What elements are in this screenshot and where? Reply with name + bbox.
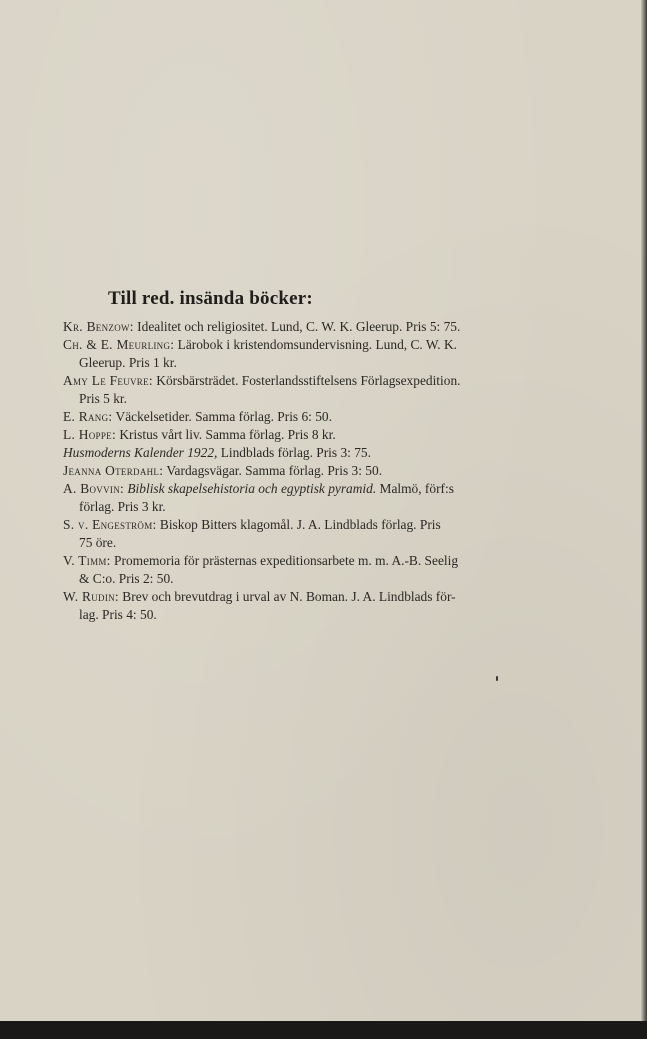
- list-item: [63, 444, 563, 462]
- list-item: [63, 318, 563, 336]
- list-item: [63, 462, 563, 480]
- entry-continuation: Gleerup. Pris 1 kr.: [79, 355, 177, 370]
- received-books-list: [63, 318, 563, 624]
- list-item: [63, 408, 563, 426]
- list-item: [63, 516, 563, 552]
- entry-author: Jeanna Oterdahl:: [63, 463, 164, 478]
- entry-text: Lärobok i kristendomsundervisning. Lund, C. W. K.: [174, 337, 457, 352]
- entry-text: Väckelsetider. Samma förlag. Pris 6: 50.: [112, 409, 332, 424]
- entry-author: E. Rang:: [63, 409, 113, 424]
- list-item: [63, 426, 563, 444]
- entry-continuation: 75 öre.: [79, 535, 117, 550]
- entry-author: S. v. Engeström:: [63, 517, 157, 532]
- entry-text: Lindblads förlag. Pris 3: 75.: [217, 445, 371, 460]
- entry-title: Husmoderns Kalender 1922,: [63, 445, 218, 460]
- entry-title: Biblisk skapelsehistoria och egyptisk pyramid.: [127, 481, 377, 496]
- entry-text: Kristus vårt liv. Samma förlag. Pris 8 kr.: [115, 427, 336, 442]
- entry-continuation: Pris 5 kr.: [79, 391, 127, 406]
- entry-author: V. Timm:: [63, 553, 111, 568]
- list-item: [63, 588, 563, 624]
- entry-continuation: lag. Pris 4: 50.: [79, 607, 157, 622]
- entry-continuation: förlag. Pris 3 kr.: [79, 499, 166, 514]
- entry-author: A. Bovvin:: [63, 481, 125, 496]
- entry-continuation: & C:o. Pris 2: 50.: [79, 571, 174, 586]
- entry-text: Malmö, förf:s: [376, 481, 454, 496]
- entry-text: Körsbärsträdet. Fosterlandsstiftelsens Förlagsexpedition.: [152, 373, 461, 388]
- entry-author: Ch. & E. Meurling:: [63, 337, 175, 352]
- list-item: [63, 372, 563, 408]
- list-item: [63, 552, 563, 588]
- list-item: [63, 480, 563, 516]
- entry-text: Idealitet och religiositet. Lund, C. W. K. Gleerup. Pris 5: 75.: [133, 319, 461, 334]
- ink-speck: [496, 676, 498, 681]
- entry-text: Brev och brevutdrag i urval av N. Boman. J. A. Lindblads för-: [118, 589, 456, 604]
- page-edge-shadow: [641, 0, 647, 1039]
- entry-author: L. Hoppe:: [63, 427, 116, 442]
- entry-author: Amy Le Feuvre:: [63, 373, 153, 388]
- list-item: [63, 336, 563, 372]
- scan-bottom-border: [0, 1021, 647, 1039]
- entry-text: Biskop Bitters klagomål. J. A. Lindblads förlag. Pris: [156, 517, 441, 532]
- entry-text: Vardagsvägar. Samma förlag. Pris 3: 50.: [163, 463, 383, 478]
- entry-author: W. Rudin:: [63, 589, 119, 604]
- section-heading: Till red. insända böcker:: [108, 288, 313, 309]
- entry-text: Promemoria för prästernas expeditionsarbete m. m. A.-B. Seelig: [110, 553, 459, 568]
- entry-author: Kr. Benzow:: [63, 319, 134, 334]
